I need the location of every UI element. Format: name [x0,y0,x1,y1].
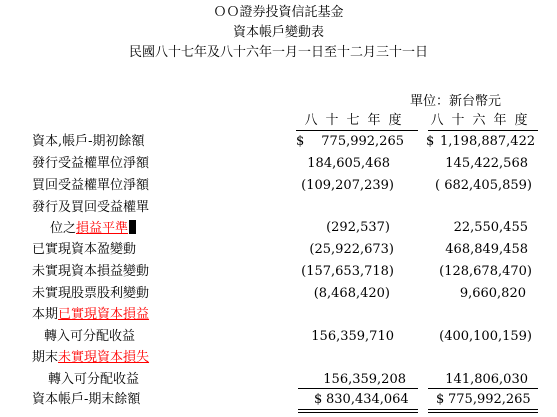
column-header-87: 八十七年度 [296,113,418,131]
value-86: ( 682,405,859) [435,178,532,193]
row-label-text: 位之 [50,221,77,236]
subtotal-rule-87 [298,388,418,389]
value-87: 156,359,208 [323,372,406,387]
highlighted-label: 已實現資本損益 [58,307,150,322]
value-86: (128,678,470) [439,264,532,279]
currency-symbol: $ [296,134,305,149]
row-label [32,350,149,366]
value-87: (25,922,673) [309,242,394,257]
row-label: 轉入可分配收益 [48,372,140,387]
text-cursor-icon [129,220,136,234]
value-86: 145,422,568 [445,156,528,171]
row-label [32,307,149,323]
highlighted-label: 損益平準 [76,221,129,236]
value-86: 775,992,265 [448,392,531,407]
total-double-rule-86 [428,412,538,413]
row-label-text: 本期 [32,307,59,322]
row-label: 未實現股票股利變動 [32,286,150,301]
column-header-86: 八十六年度 [428,113,538,131]
value-86: 22,550,455 [453,220,528,235]
value-87: (109,207,239) [301,178,394,193]
value-87: 156,359,710 [311,329,394,344]
value-87: (292,537) [326,220,390,235]
total-double-rule-86 [428,409,538,410]
row-label [50,220,136,237]
report-period: 民國八十七年及八十六年一月一日至十二月三十一日 [128,45,428,60]
value-87: (157,653,718) [301,264,394,279]
row-label: 資本帳戶-期末餘額 [32,392,141,407]
row-label-text: 期末 [32,350,59,365]
value-87: 775,992,265 [321,134,404,149]
row-label: 未實現資本損益變動 [32,264,150,279]
total-double-rule-87 [298,409,418,410]
row-label: 發行受益權單位淨額 [32,156,150,171]
report-subtitle: 資本帳戶變動表 [232,25,324,40]
row-label: 發行及買回受益權單 [32,200,150,215]
highlighted-label: 未實現資本損失 [58,350,150,365]
currency-symbol: $ [426,134,435,149]
value-86: 1,198,887,422 [440,134,536,149]
value-86: 9,660,820 [459,286,526,301]
currency-symbol: $ [314,392,323,407]
row-label: 資本,帳戶-期初餘額 [32,134,145,149]
value-87: 830,434,064 [326,392,409,407]
currency-symbol: $ [436,392,445,407]
value-86: (400,100,159) [439,329,532,344]
subtotal-rule-86 [428,388,538,389]
total-double-rule-87 [298,412,418,413]
value-86: 468,849,458 [445,242,528,257]
row-label: 已實現資本盈變動 [32,242,137,257]
row-label: 買回受益權單位淨額 [32,178,150,193]
report-title: ＯＯ證券投資信託基金 [213,5,344,20]
value-86: 141,806,030 [445,372,528,387]
row-label: 轉入可分配收益 [44,329,136,344]
unit-label: 單位：新台幣元 [410,94,502,109]
value-87: (8,468,420) [313,286,390,301]
value-87: 184,605,468 [307,156,390,171]
